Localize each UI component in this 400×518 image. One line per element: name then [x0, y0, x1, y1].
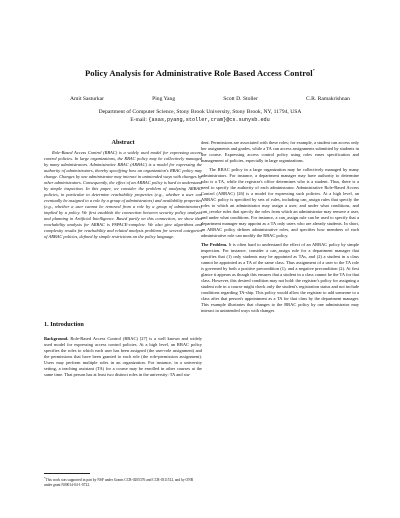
email-address[interactable]: {asas,pyang,stoller,cram}@cs.sunysb.edu	[148, 117, 270, 123]
abstract-heading: Abstract	[111, 139, 135, 146]
intro-paragraph: Background. Role-Based Access Control (RBAC) [27] is a well known and widely used model for expressing access control policies. At a high level, an RBAC policy specifies the roles to which each user has been assigned (the user-role assignment) and the permissions that have been granted to each role (the role-permission assignment). Users may perform multiple roles in an organization. For instance, in a university setting, a teaching assistant (TA) for a course may be enrolled in other courses at the same time. That person has at least two distinct roles in the university: TA and stu-	[44, 336, 203, 377]
affiliation: Department of Computer Science, Stony Brook University, Stony Brook, NY, 11794, USA	[98, 109, 302, 115]
right-paragraph-1: The RBAC policy in a large organization may be collectively managed by many administrators. For instance, a department manager may have authority to determine who is a TA, while the registrar's office determines who is a student. Thus, there is a need to specify the authority of each administrator. Administrative Role-Based Access Control (ARBAC) [26] is a model for expressing such policies. At a high level, an ARBAC policy is specified by sets of rules, including can_assign rules that specify the roles to which an administrator may assign a user, and under what conditions, and can_revoke rules that specify the roles from which an administrator may remove a user, and under what conditions. For instance, a can_assign rule can be used to specify that a department manager may appoint as a TA only users who are already students. In short, an ARBAC policy defines administrative roles, and specifies how members of each administrative role can modify the RBAC policy.	[201, 167, 359, 238]
paper-title: Policy Analysis for Administrative Role Based Access Control*	[84, 68, 316, 78]
problem-paragraph: The Problem. It is often hard to understand the effect of an ARBAC policy by simple inspection. For instance, consider a can_assign rule for a department manager that specifies that (1) only students may be appointed as TAs, and (2) a student in a class cannot be appointed as a TA of the same class. Thus assignment of a user to the TA role is governed by both a positive precondition (1), and a negative precondition (2). At first glance it appears as though this ensures that a student in a class cannot be the TA for that class. However, this desired condition may not hold: the registrar's policy for assigning a student role in a course might check only the student's registration status and not include conditions regarding TA-ship. This policy would allow the registrar to add someone to a class after that person's appointment as a TA for that class by the department manager. This example illustrates that changes to the RBAC policy by one administrator may interact in unintended ways with changes	[201, 242, 360, 313]
right-paragraph-0: dent. Permissions are associated with these roles; for example, a student can access only her assignments and grades, while a TA can access assignments submitted by students in the course. Expressing access control policy using roles eases specification and management of policies, especially in large organizations.	[201, 140, 359, 163]
author-2: Ping Yang	[152, 96, 176, 102]
footnote-rule	[44, 473, 90, 474]
author-list	[70, 96, 350, 102]
author-1: Amit Sasturkar	[70, 96, 105, 102]
email-line	[0, 116, 400, 124]
problem-runin: The Problem.	[201, 242, 228, 247]
affiliation-block	[0, 108, 400, 124]
footnote: *This work was supported in part by NSF under Grants CCR-0205376 and CCR-0311512, and by ONR under grant N00014-04-1-0722.	[44, 476, 194, 487]
left-column	[44, 140, 202, 240]
title-footnote-mark: *	[312, 68, 316, 73]
footnote-mark: *	[44, 476, 46, 480]
intro-section	[44, 322, 202, 378]
section-heading: 1. Introduction	[44, 321, 84, 328]
author-3: Scott D. Stoller	[223, 96, 258, 102]
background-runin: Background.	[44, 336, 69, 341]
author-4: C.R. Ramakrishnan	[305, 96, 350, 102]
email-label: E-mail:	[130, 117, 147, 123]
right-column	[201, 140, 359, 314]
abstract-text: Role-Based Access Control (RBAC) is a widely used model for expressing access control policies. In large organizations, the RBAC policy may be collectively managed by many administrators. Administrative RBAC (ARBAC) is a model for expressing the authority of administrators, thereby specifying how an organization's RBAC policy may change. Changes by one administrator may interact in unintended ways with changes by other administrators. Consequently, the effect of an ARBAC policy is hard to understand by simple inspection. In this paper, we consider the problem of analyzing ARBAC policies, in particular to determine reachability properties (e.g., whether a user can eventually be assigned to a role by a group of administrators) and availability properties (e.g., whether a user cannot be removed from a role by a group of administrators) implied by a policy. We first establish the connection between security policy analysis and planning in Artificial Intelligence. Based partly on this connection, we show that reachability analysis for ARBAC is PSPACE-complete. We also give algorithms and complexity results for reachability and related analysis problems for several categories of ARBAC policies, defined by simple restrictions on the policy language.	[44, 150, 202, 239]
